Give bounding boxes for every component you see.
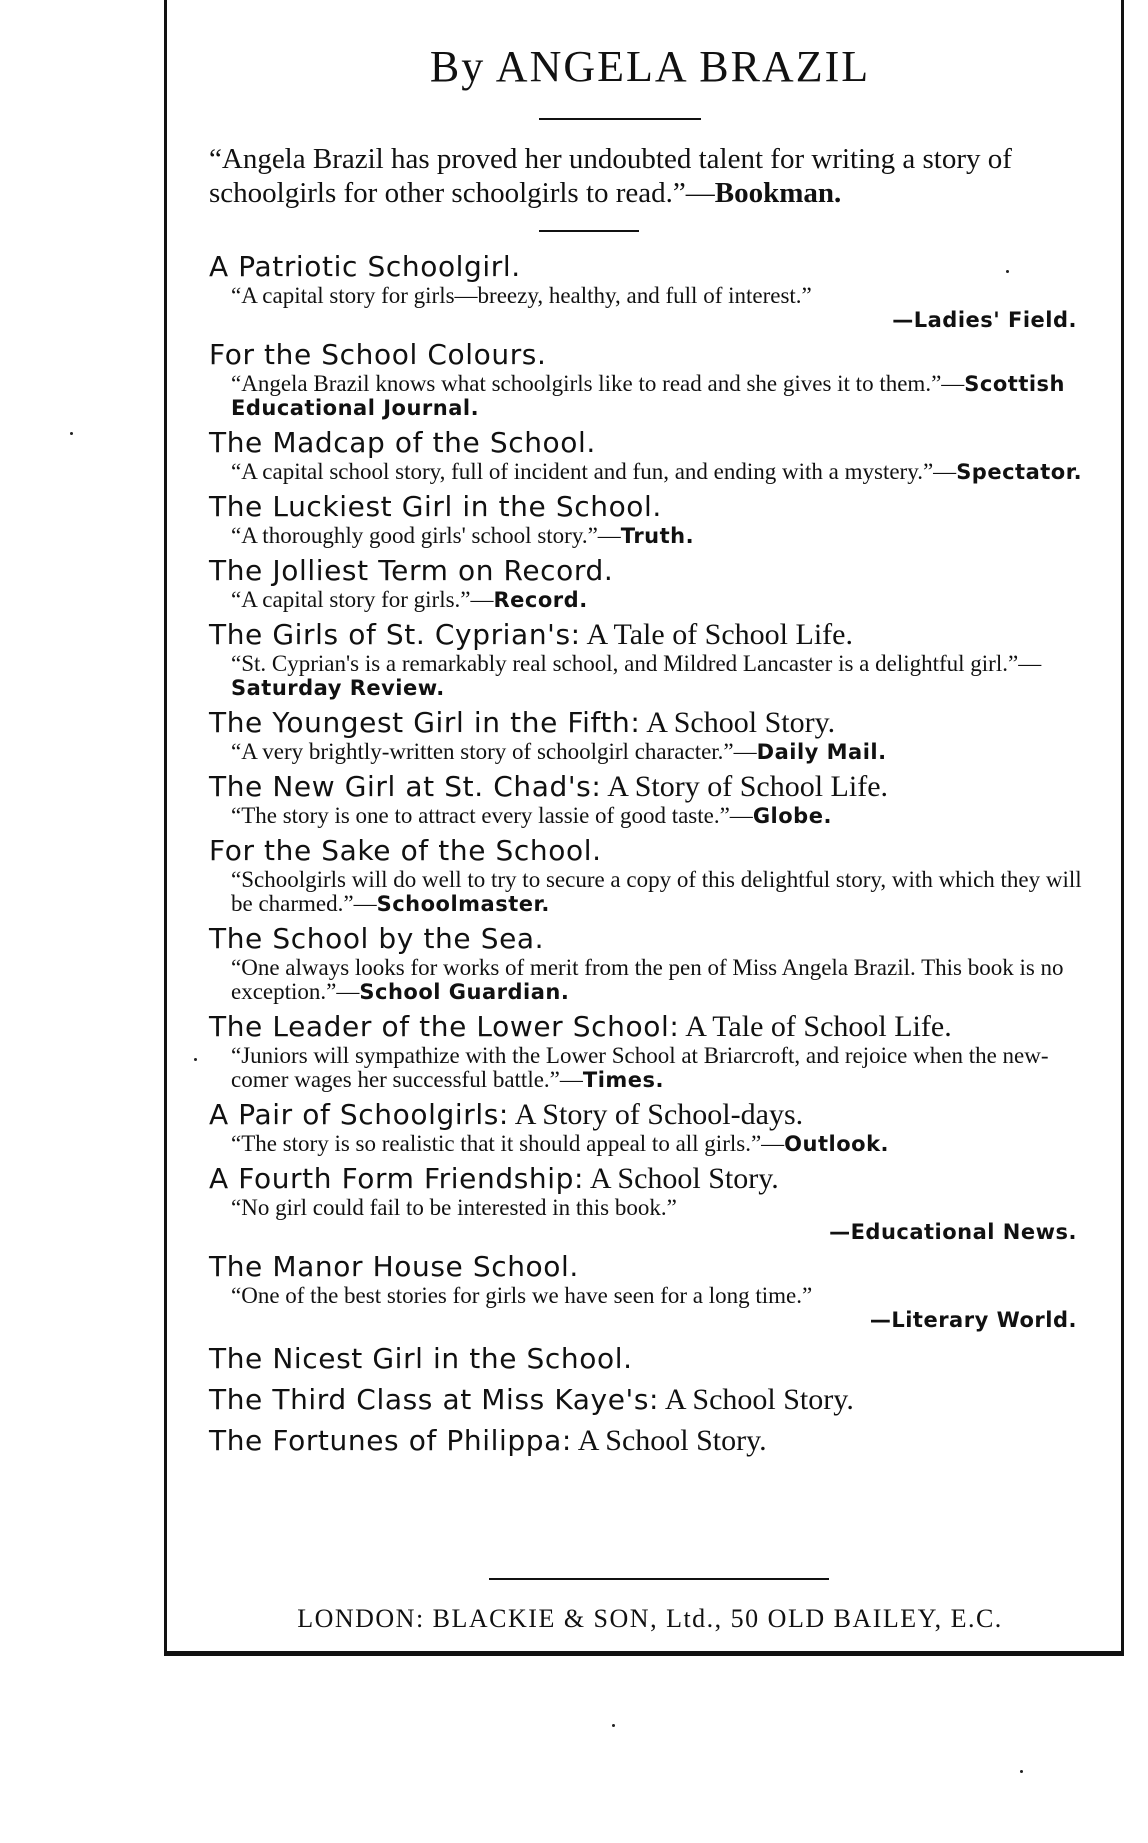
intro-quote-text: “Angela Brazil has proved her undoubted talent for writing a story of schoolgirls for other schoolgirls to read.”—: [209, 143, 1012, 209]
book-title: The Madcap of the School.: [209, 426, 596, 459]
intro-quote: [209, 142, 1091, 210]
book-title: The Fortunes of Philippa: A School Story.: [209, 1424, 767, 1457]
book-title: The Third Class at Miss Kaye's: A School Story.: [209, 1383, 854, 1416]
book-title: For the Sake of the School.: [209, 834, 602, 867]
book-entry: [209, 834, 1091, 916]
book-title: The Manor House School.: [209, 1250, 579, 1283]
book-review: “A very brightly-written story of schoolgirl character.”—Daily Mail.: [231, 739, 887, 764]
book-entry: [209, 618, 1091, 700]
book-title: A Fourth Form Friendship: A School Story.: [209, 1162, 779, 1195]
print-speck: [70, 432, 73, 435]
book-entry: [209, 490, 1091, 548]
book-entry: [209, 250, 1091, 332]
book-entry: [209, 1379, 1091, 1420]
print-speck: [1020, 1770, 1023, 1773]
book-review: “No girl could fail to be interested in this book.” —Educational News.: [231, 1195, 1077, 1244]
book-title: The Nicest Girl in the School.: [209, 1342, 633, 1375]
book-entry: [209, 1420, 1091, 1461]
footer-divider: [489, 1578, 829, 1580]
book-entry: [209, 770, 1091, 828]
publisher-imprint: LONDON: BLACKIE & SON, Ltd., 50 OLD BAILEY, E.C.: [297, 1604, 1003, 1633]
book-entry: [209, 554, 1091, 612]
book-title: The Jolliest Term on Record.: [209, 554, 614, 587]
book-entry: [209, 426, 1091, 484]
book-list: [209, 250, 1091, 1461]
book-entry: [209, 1250, 1091, 1332]
book-title: The Luckiest Girl in the School.: [209, 490, 662, 523]
book-entry: [209, 1162, 1091, 1244]
book-review: “A thoroughly good girls' school story.”—Truth.: [231, 523, 695, 548]
book-entry: [209, 922, 1091, 1004]
book-title: The Leader of the Lower School: A Tale of School Life.: [209, 1010, 952, 1043]
book-title: A Patriotic Schoolgirl.: [209, 250, 521, 283]
book-review: “A capital school story, full of incident and fun, and ending with a mystery.”—Spectator.: [231, 459, 1083, 484]
print-speck: [1006, 270, 1009, 273]
book-entry: [209, 706, 1091, 764]
book-title: The School by the Sea.: [209, 922, 545, 955]
book-title: The Girls of St. Cyprian's: A Tale of School Life.: [209, 618, 853, 651]
book-review: “One always looks for works of merit from the pen of Miss Angela Brazil. This book is no exception.”—School Guardian.: [231, 955, 1064, 1004]
book-review: “The story is one to attract every lassie of good taste.”—Globe.: [231, 803, 832, 828]
book-entry: [209, 338, 1091, 420]
book-entry: [209, 1098, 1091, 1156]
book-review: “A capital story for girls—breezy, healthy, and full of interest.” —Ladies' Field.: [231, 283, 1077, 332]
book-title: For the School Colours.: [209, 338, 547, 371]
book-review: “The story is so realistic that it should appeal to all girls.”—Outlook.: [231, 1131, 890, 1156]
print-speck: [194, 1058, 197, 1061]
advertisement-page-frame: [164, 0, 1124, 1656]
title-divider: [539, 118, 701, 120]
book-title: The New Girl at St. Chad's: A Story of School Life.: [209, 770, 889, 803]
intro-quote-source: Bookman.: [714, 177, 842, 209]
book-review: “One of the best stories for girls we have seen for a long time.” —Literary World.: [231, 1283, 1077, 1332]
book-review: “Juniors will sympathize with the Lower School at Briarcroft, and rejoice when the new-comer wages her successful battle.”—Times.: [231, 1043, 1049, 1092]
book-entry: [209, 1010, 1091, 1092]
book-review: “A capital story for girls.”—Record.: [231, 587, 588, 612]
print-speck: [612, 1724, 615, 1727]
book-review: “Angela Brazil knows what schoolgirls like to read and she gives it to them.”—Scottish Educational Journal.: [231, 371, 1066, 420]
book-title: A Pair of Schoolgirls: A Story of School-days.: [209, 1098, 804, 1131]
book-review: “St. Cyprian's is a remarkably real school, and Mildred Lancaster is a delightful girl.”—Saturday Review.: [231, 651, 1042, 700]
book-title: The Youngest Girl in the Fifth: A School Story.: [209, 706, 836, 739]
book-entry: [209, 1338, 1091, 1379]
intro-divider: [539, 230, 639, 232]
page-title: By ANGELA BRAZIL: [429, 42, 871, 91]
book-review: “Schoolgirls will do well to try to secure a copy of this delightful story, with which they will be charmed.”—Schoolmaster.: [231, 867, 1082, 916]
